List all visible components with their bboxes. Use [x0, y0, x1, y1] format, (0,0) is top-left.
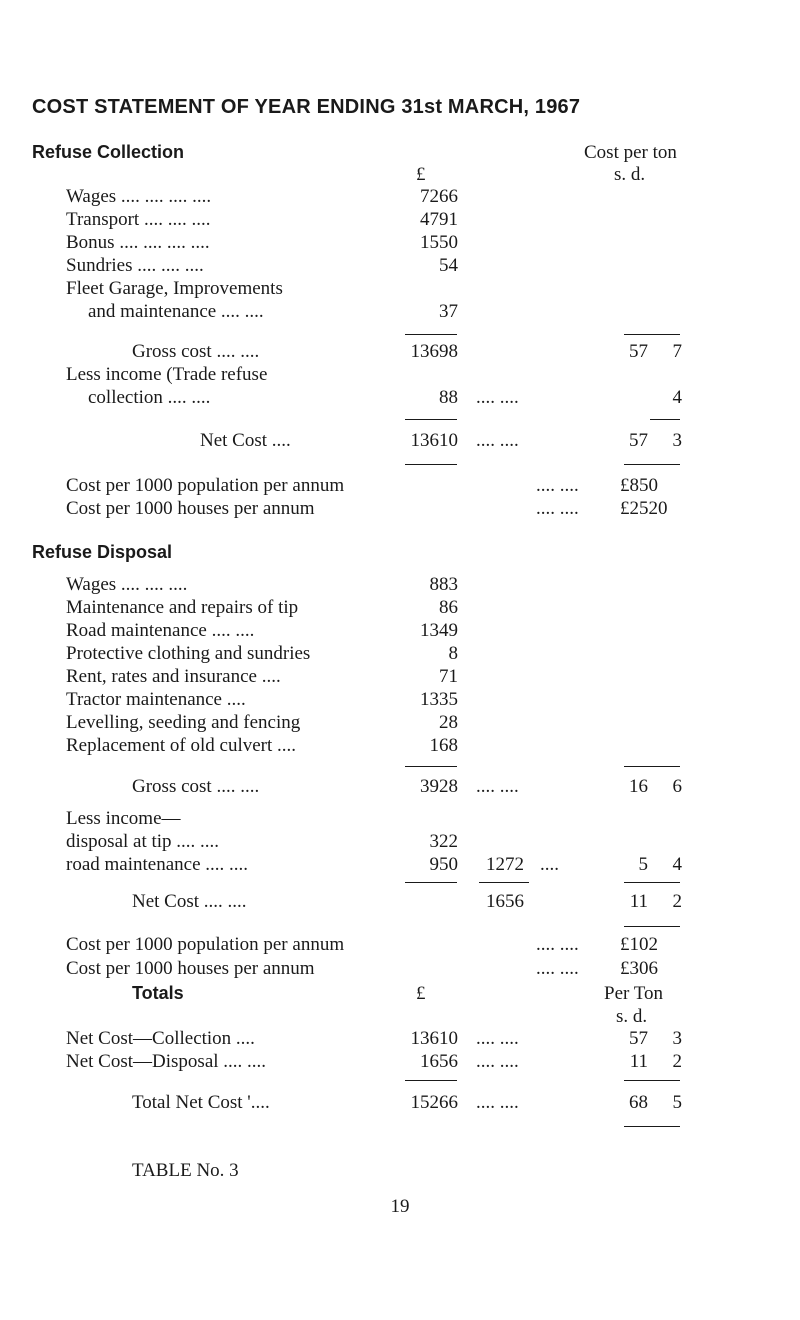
collection-item-label: Wages .... .... .... ....	[66, 186, 212, 207]
cost-per-ton-heading: Cost per ton	[584, 142, 677, 163]
per-ton-heading: Per Ton	[604, 983, 664, 1004]
disposal-item-value: 1349	[420, 620, 458, 641]
tip-income-label: disposal at tip .... ....	[66, 831, 220, 852]
rule	[650, 419, 680, 420]
collection-item-value: 54	[439, 255, 458, 276]
leader-dots: .... ....	[536, 934, 579, 955]
leader-dots: .... ....	[476, 387, 519, 408]
rule	[624, 334, 680, 335]
collection-item-label: Transport .... .... ....	[66, 209, 211, 230]
cost-per-population-label: Cost per 1000 population per annum	[66, 934, 345, 955]
totals-heading: Totals	[132, 983, 184, 1003]
ton-shillings: 57	[629, 430, 648, 451]
ton-pence: 3	[672, 430, 682, 451]
totals-row-value: 13610	[410, 1028, 458, 1049]
ton-pence: 3	[672, 1028, 682, 1049]
disposal-item-label: Maintenance and repairs of tip	[66, 597, 299, 618]
ton-pence: 2	[672, 891, 682, 912]
cost-per-houses-label: Cost per 1000 houses per annum	[66, 958, 315, 979]
rule	[405, 1080, 457, 1081]
page-title: COST STATEMENT OF YEAR ENDING 31st MARCH, 1967	[32, 96, 581, 118]
collection-item-value: 7266	[420, 186, 458, 207]
table-number: TABLE No. 3	[132, 1160, 239, 1181]
gross-cost-value: 13698	[410, 341, 458, 362]
tip-income-value: 322	[429, 831, 458, 852]
page-number: 19	[390, 1196, 410, 1217]
net-cost-label: Net Cost .... ....	[132, 891, 247, 912]
ton-shillings: 57	[629, 1028, 648, 1049]
totals-row-label: Net Cost—Collection ....	[66, 1028, 255, 1049]
totals-row-value: 1656	[420, 1051, 458, 1072]
disposal-item-label: Protective clothing and sundries	[66, 643, 311, 664]
less-income-label: Less income (Trade refuse	[66, 364, 268, 385]
leader-dots: .... ....	[536, 958, 579, 979]
disposal-item-label: Replacement of old culvert ....	[66, 735, 297, 756]
currency-symbol: £	[416, 164, 426, 185]
ton-shillings: 57	[629, 341, 648, 362]
ton-pence: 2	[672, 1051, 682, 1072]
collection-item-label: Bonus .... .... .... ....	[66, 232, 210, 253]
ton-shillings: 5	[638, 854, 648, 875]
disposal-item-value: 168	[429, 735, 458, 756]
rule	[405, 464, 457, 465]
disposal-item-value: 8	[448, 643, 458, 664]
cost-per-houses-label: Cost per 1000 houses per annum	[66, 498, 315, 519]
ton-pence: 4	[672, 854, 682, 875]
collection-item-value: 4791	[420, 209, 458, 230]
collection-item-label: Fleet Garage, Improvements	[66, 278, 283, 299]
rule	[624, 926, 680, 927]
net-cost-label: Net Cost ....	[200, 430, 291, 451]
ton-pence: 5	[672, 1092, 682, 1113]
collection-item-label: Sundries .... .... ....	[66, 255, 204, 276]
disposal-heading: Refuse Disposal	[32, 542, 173, 562]
leader-dots: .... ....	[476, 1051, 519, 1072]
leader-dots: .... ....	[476, 1028, 519, 1049]
gross-cost-label: Gross cost .... ....	[132, 341, 260, 362]
net-cost-value: 13610	[410, 430, 458, 451]
net-cost-value: 1656	[486, 891, 524, 912]
rule	[624, 464, 680, 465]
disposal-item-value: 1335	[420, 689, 458, 710]
rule	[405, 882, 457, 883]
disposal-item-label: Rent, rates and insurance ....	[66, 666, 281, 687]
collection-item-value: 37	[439, 301, 458, 322]
ton-shillings: 11	[629, 891, 648, 912]
cost-per-population-label: Cost per 1000 population per annum	[66, 475, 345, 496]
collection-heading: Refuse Collection	[32, 142, 185, 162]
rule	[624, 1126, 680, 1127]
income-total-value: 1272	[486, 854, 524, 875]
disposal-item-value: 86	[439, 597, 458, 618]
less-income-label: Less income—	[66, 808, 181, 829]
totals-row-label: Net Cost—Disposal .... ....	[66, 1051, 267, 1072]
rule	[405, 419, 457, 420]
disposal-item-label: Road maintenance .... ....	[66, 620, 255, 641]
rule	[405, 766, 457, 767]
rule	[624, 882, 680, 883]
rule	[405, 334, 457, 335]
cost-per-population-value: £850	[620, 475, 658, 496]
disposal-item-label: Levelling, seeding and fencing	[66, 712, 301, 733]
ton-shillings: 16	[629, 776, 648, 797]
sd-heading: s. d.	[616, 1006, 648, 1027]
ton-shillings: 11	[629, 1051, 648, 1072]
disposal-item-value: 883	[429, 574, 458, 595]
leader-dots: .... ....	[476, 1092, 519, 1113]
cost-per-houses-value: £306	[620, 958, 658, 979]
disposal-item-value: 71	[439, 666, 458, 687]
rule	[624, 766, 680, 767]
cost-per-houses-value: £2520	[620, 498, 668, 519]
road-income-value: 950	[429, 854, 458, 875]
gross-cost-label: Gross cost .... ....	[132, 776, 260, 797]
collection-item-label: and maintenance .... ....	[88, 301, 264, 322]
gross-cost-value: 3928	[420, 776, 458, 797]
ton-pence: 4	[672, 387, 682, 408]
leader-dots: .... ....	[476, 430, 519, 451]
leader-dots: ....	[540, 854, 559, 875]
ton-pence: 7	[672, 341, 682, 362]
leader-dots: .... ....	[536, 475, 579, 496]
road-income-label: road maintenance .... ....	[66, 854, 249, 875]
rule	[479, 882, 529, 883]
less-income-value: 88	[439, 387, 458, 408]
cost-per-population-value: £102	[620, 934, 658, 955]
disposal-item-value: 28	[439, 712, 458, 733]
ton-pence: 6	[672, 776, 682, 797]
currency-symbol: £	[416, 983, 426, 1004]
sd-heading: s. d.	[614, 164, 646, 185]
ton-shillings: 68	[629, 1092, 648, 1113]
leader-dots: .... ....	[476, 776, 519, 797]
rule	[624, 1080, 680, 1081]
total-net-cost-label: Total Net Cost '....	[132, 1092, 270, 1113]
leader-dots: .... ....	[536, 498, 579, 519]
less-income-label: collection .... ....	[88, 387, 211, 408]
disposal-item-label: Wages .... .... ....	[66, 574, 188, 595]
total-net-cost-value: 15266	[410, 1092, 458, 1113]
disposal-item-label: Tractor maintenance ....	[66, 689, 246, 710]
collection-item-value: 1550	[420, 232, 458, 253]
